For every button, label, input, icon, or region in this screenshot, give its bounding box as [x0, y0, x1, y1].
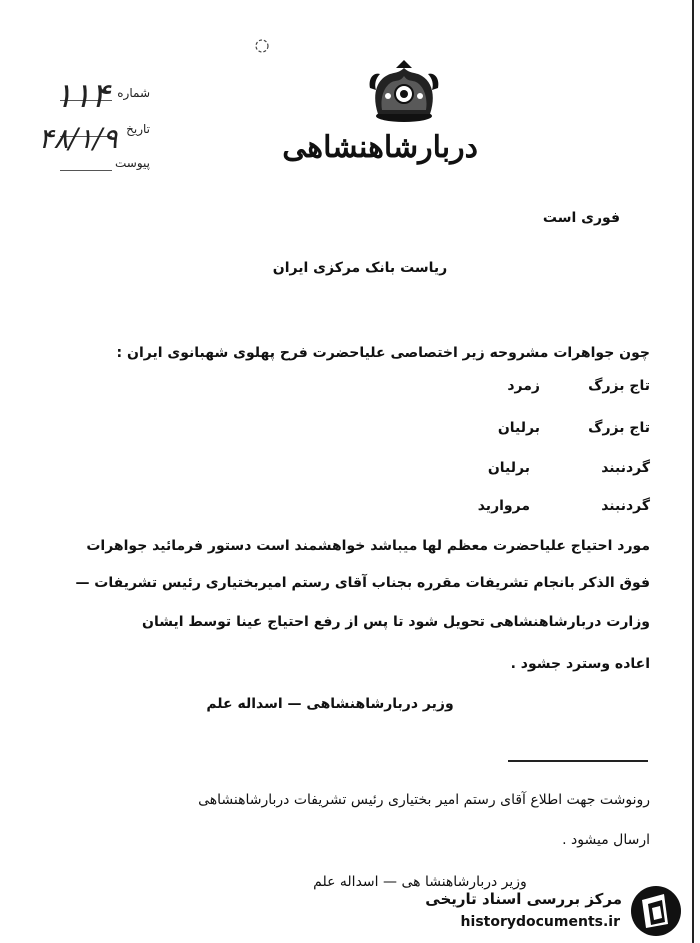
watermark-title: مرکز بررسی اسناد تاریخی	[425, 890, 622, 908]
body-line: اعاده وسترد جشود .	[510, 656, 650, 672]
item-stone: زمرد	[507, 378, 540, 394]
intro-line: چون جواهرات مشروحه زیر اختصاصی علیاحضرت فرح پهلوی شهبانوی ایران :	[116, 345, 650, 361]
pahlavi-crown-emblem	[366, 58, 442, 124]
item-stone: برلیان	[487, 460, 530, 476]
item-name: تاج بزرگ	[588, 420, 650, 436]
item-name: تاج بزرگ	[588, 378, 650, 394]
body-line: مورد احتیاج علیاحضرت معظم لها میباشد خواهشمند است دستور فرمائید جواهرات	[86, 538, 650, 554]
body-line: فوق الذکر بانجام تشریفات مقرره بجناب آقای رستم امیربختیاری رئیس تشریفات —	[75, 575, 650, 591]
urgent-notice: فوری است	[542, 210, 620, 226]
copy-signature-line: وزیر دربارشاهنشا هی — اسداله علم	[313, 874, 527, 890]
attachment-field-label: پیوست	[115, 156, 150, 170]
watermark-url: historydocuments.ir	[460, 914, 620, 930]
copy-line: رونوشت جهت اطلاع آقای رستم امیر بختیاری رئیس تشریفات دربارشاهنشاهی	[198, 792, 650, 808]
history-documents-logo-icon	[628, 884, 684, 938]
recipient-line: ریاست بانک مرکزی ایران	[272, 260, 448, 276]
item-name: گردنبند	[601, 460, 650, 476]
number-field-label: شماره	[117, 86, 150, 100]
punch-hole-mark	[252, 36, 272, 56]
signature-line: وزیر دربارشاهنشاهی — اسداله علم	[206, 696, 454, 712]
separator-rule	[508, 760, 648, 762]
page-edge-line	[692, 0, 694, 943]
handwritten-date: ۴۸/۱/۹	[38, 122, 118, 155]
copy-line: ارسال میشود .	[562, 832, 650, 848]
body-line: وزارت دربارشاهنشاهی تحویل شود تا پس از رفع احتیاج عینا توسط ایشان	[142, 614, 650, 630]
attachment-field-line	[60, 170, 112, 171]
date-field-label: تاریخ	[126, 122, 150, 136]
item-name: گردنبند	[601, 498, 650, 514]
court-title: دربارشاهنشاهی	[282, 130, 478, 165]
item-stone: برلیان	[497, 420, 540, 436]
handwritten-number: ۱۱۴	[54, 76, 110, 116]
item-stone: مروارید	[477, 498, 530, 514]
